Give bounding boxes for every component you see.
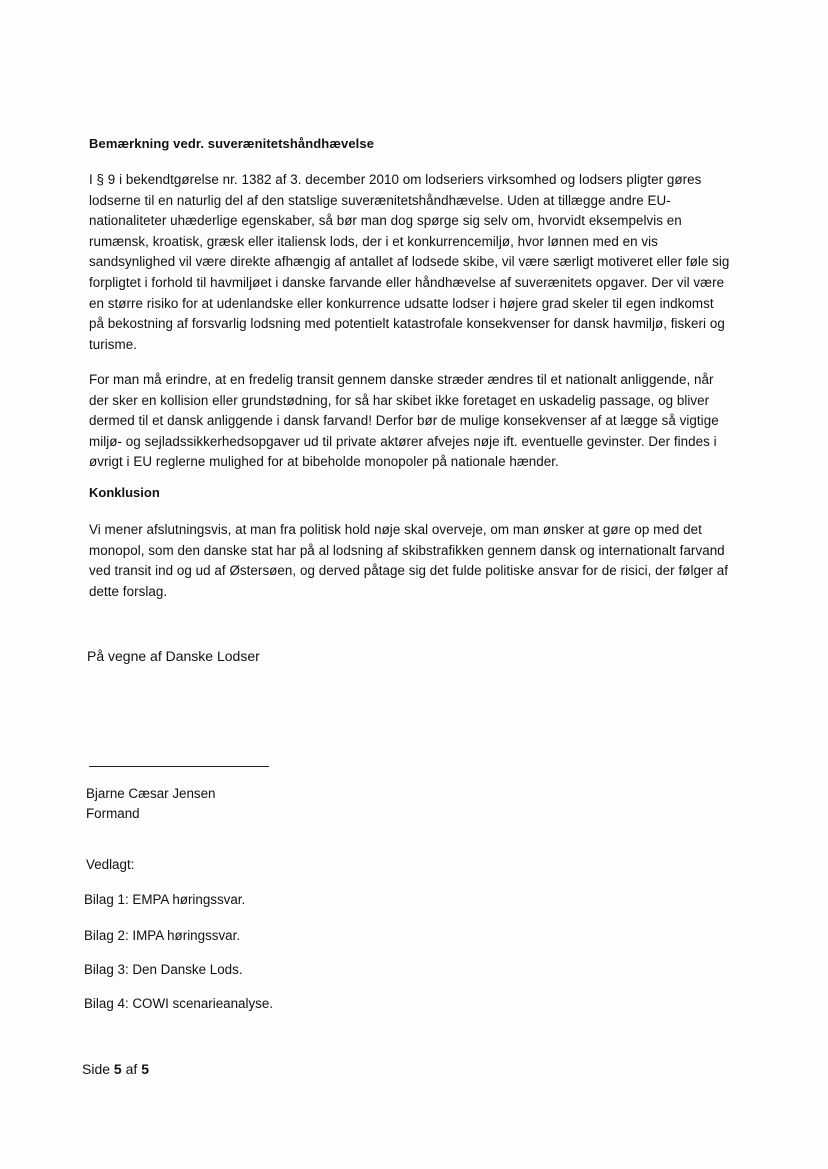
text-line: sandsynlighed vil være direkte afhængig af antallet af lodsede skibe, vil være særligt motiveret eller føle sig — [89, 254, 730, 270]
page-number-separator: af — [121, 1061, 142, 1077]
text-line: nationaliteter uhæderlige egenskaber, så bør man dog spørge sig selv om, hvorvidt eksempelvis en — [89, 213, 682, 229]
attachment-item: Bilag 3: Den Danske Lods. — [84, 962, 243, 977]
text-line: monopol, som den danske stat har på al lodsning af skibstrafikken gennem dansk og internationalt farvand — [89, 542, 725, 558]
text-line: lodserne til en naturlig del af den statslige suverænitetshåndhævelse. Uden at tillægge andre EU- — [89, 192, 671, 208]
signature-line — [89, 766, 269, 767]
page-number-current: 5 — [113, 1061, 122, 1077]
page-number-prefix: Side — [82, 1061, 114, 1077]
text-line: der sker en kollision eller grundstødning, for så har skibet ikke foretaget en uskadelig passage, og bliver — [89, 392, 710, 408]
text-line: dermed til et dansk anliggende i dansk farvand! Derfor bør de mulige konsekvenser af at lægge så vigtige — [89, 413, 719, 429]
paragraph-sovereignty — [89, 170, 739, 355]
attachment-item: Bilag 4: COWI scenarieanalyse. — [84, 996, 274, 1011]
attachment-item: Bilag 1: EMPA høringssvar. — [84, 892, 246, 907]
closing-line: På vegne af Danske Lodser — [87, 648, 260, 664]
section-heading: Bemærkning vedr. suverænitetshåndhævelse — [89, 136, 375, 151]
text-line: miljø- og sejladssikkerhedsopgaver ud til private aktører afvejes nøje ift. eventuelle gevinster. Der findes i — [89, 433, 717, 449]
page-number — [82, 1061, 149, 1077]
text-line: ved transit ind og ud af Østersøen, og derved påtage sig det fulde politiske ansvar for de risici, der følger af — [89, 563, 729, 579]
text-line: I § 9 i bekendtgørelse nr. 1382 af 3. december 2010 om lodseriers virksomhed og lodsers pligter gøres — [89, 172, 702, 187]
text-line: øvrigt i EU reglerne mulighed for at bibeholde monopoler på nationale hænder. — [89, 454, 559, 470]
conclusion-heading: Konklusion — [89, 485, 160, 500]
signatory-name: Bjarne Cæsar Jensen — [86, 786, 216, 801]
attachment-item: Bilag 2: IMPA høringssvar. — [84, 928, 241, 943]
text-line: turisme. — [89, 336, 138, 352]
text-line: Vi mener afslutningsvis, at man fra politisk hold nøje skal overveje, om man ønsker at gøre op med det — [89, 522, 702, 537]
text-line: en større risiko for at udenlandske eller konkurrence udsatte lodser i højere grad skeler til egen indkomst — [89, 295, 714, 311]
text-line: på bekostning af forsvarlig lodsning med potentielt katastrofale konsekvenser for dansk havmiljø, fiskeri og — [89, 316, 725, 332]
text-line: dette forslag. — [89, 583, 168, 599]
attachments-label: Vedlagt: — [86, 857, 135, 872]
paragraph-conclusion — [89, 520, 739, 602]
paragraph-transit — [89, 370, 739, 473]
text-line: forpligtet i forhold til havmiljøet i danske farvande eller håndhævelse af suverænitets opgaver. Der vil være — [89, 274, 725, 290]
page-number-total: 5 — [141, 1061, 149, 1077]
text-line: rumænsk, kroatisk, græsk eller italiensk lods, der i et konkurrencemiljø, hvor lønnen med en vis — [89, 233, 658, 249]
signatory-title: Formand — [86, 806, 140, 821]
text-line: For man må erindre, at en fredelig transit gennem danske stræder ændres til et nationalt anliggende, når — [89, 372, 714, 387]
